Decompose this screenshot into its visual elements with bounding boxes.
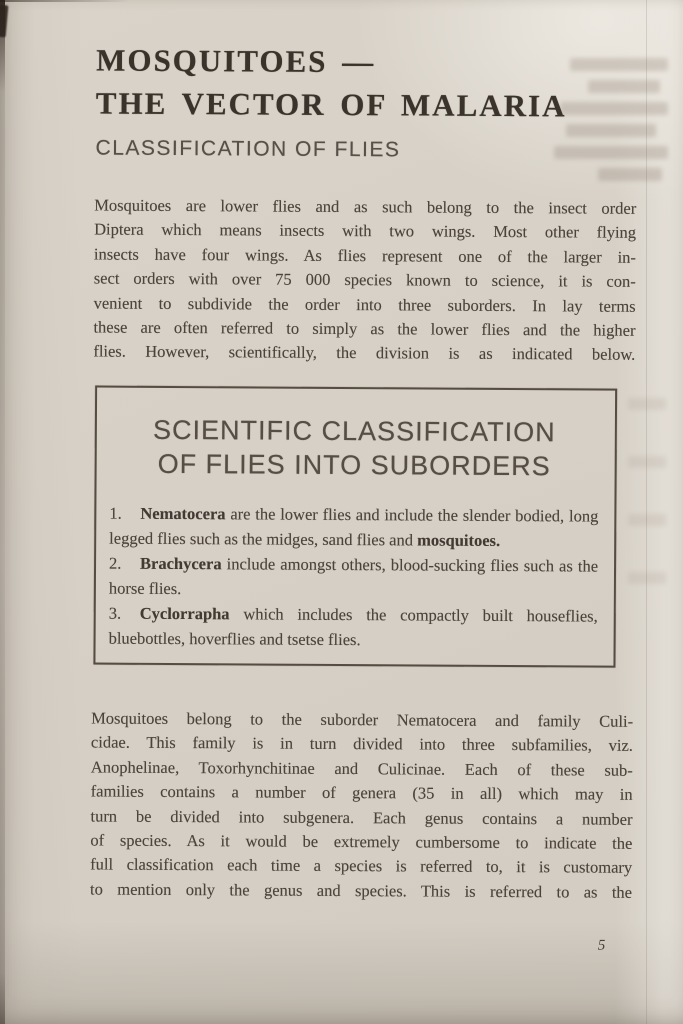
classification-box-heading (110, 413, 599, 484)
item-text: include amongst others, blood-sucking flies such as the horse flies. (108, 554, 599, 599)
text-line: venient to subdivide the order into three suborders. In lay terms (93, 293, 636, 316)
chapter-title-line1: MOSQUITOES — (96, 42, 376, 80)
text-line: sect orders with over 75 000 species known to science, it is con- (93, 268, 636, 292)
text-line: of species. As it would be extremely cumbersome to indicate the (90, 830, 633, 853)
text-line: families contains a number of genera (35 in all) which may in (90, 781, 633, 805)
item-text: are the lower flies and include the slender bodied, long legged flies such as the midges, sand flies and (109, 504, 599, 550)
scan-top-edge (0, 0, 130, 2)
item-number: 1. (109, 503, 122, 523)
chapter-title-line2: THE VECTOR OF MALARIA (95, 85, 567, 124)
item-bold-tail: mosquitoes. (417, 530, 501, 550)
box-heading-line2: OF FLIES INTO SUBORDERS (157, 448, 551, 482)
section-heading: CLASSIFICATION OF FLIES (95, 136, 401, 162)
classification-box (93, 385, 617, 667)
text-line: Diptera which means insects with two wings. Most other flying (94, 219, 637, 243)
text-line: Mosquitoes belong to the suborder Nematocera and family Culi- (91, 708, 634, 731)
suborder-name: Brachycera (139, 553, 222, 574)
page-number: 5 (597, 937, 606, 954)
scan-left-edge (0, 0, 5, 1024)
text-line: full classification each time a species is referred to, it is customary (90, 854, 633, 878)
intro-paragraph (93, 193, 636, 367)
suborder-item-cyclorrapha (109, 601, 598, 654)
item-text: which includes the compactly built houseflies, bluebottles, hoverflies and tsetse flies. (108, 604, 598, 650)
suborder-item-nematocera (109, 501, 598, 554)
box-heading-line1: SCIENTIFIC CLASSIFICATION (152, 414, 556, 448)
closing-paragraph (90, 706, 633, 905)
item-number: 3. (108, 603, 122, 623)
text-line: Anophelinae, Toxorhynchitinae and Culicinae. Each of these sub- (90, 757, 633, 780)
text-line: insects have four wings. As flies represent one of the larger in- (93, 244, 636, 267)
text-line: these are often referred to simply as the lower flies and the higher (93, 317, 636, 340)
chapter-title (96, 38, 642, 127)
text-line: Mosquitoes are lower flies and as such belong to the insect order (94, 195, 637, 218)
text-line: flies. However, scientifically, the division is as indicated below. (93, 341, 636, 365)
text-line: cidae. This family is in turn divided into three subfamilies, viz. (90, 732, 634, 756)
suborder-name: Cyclorrapha (139, 603, 230, 624)
text-line: turn be divided into subgenera. Each genus contains a number (90, 806, 633, 829)
text-line: to mention only the genus and species. This is referred to as the (90, 879, 633, 902)
item-number: 2. (109, 553, 122, 573)
suborder-item-brachycera (109, 551, 598, 604)
suborder-name: Nematocera (140, 503, 226, 524)
